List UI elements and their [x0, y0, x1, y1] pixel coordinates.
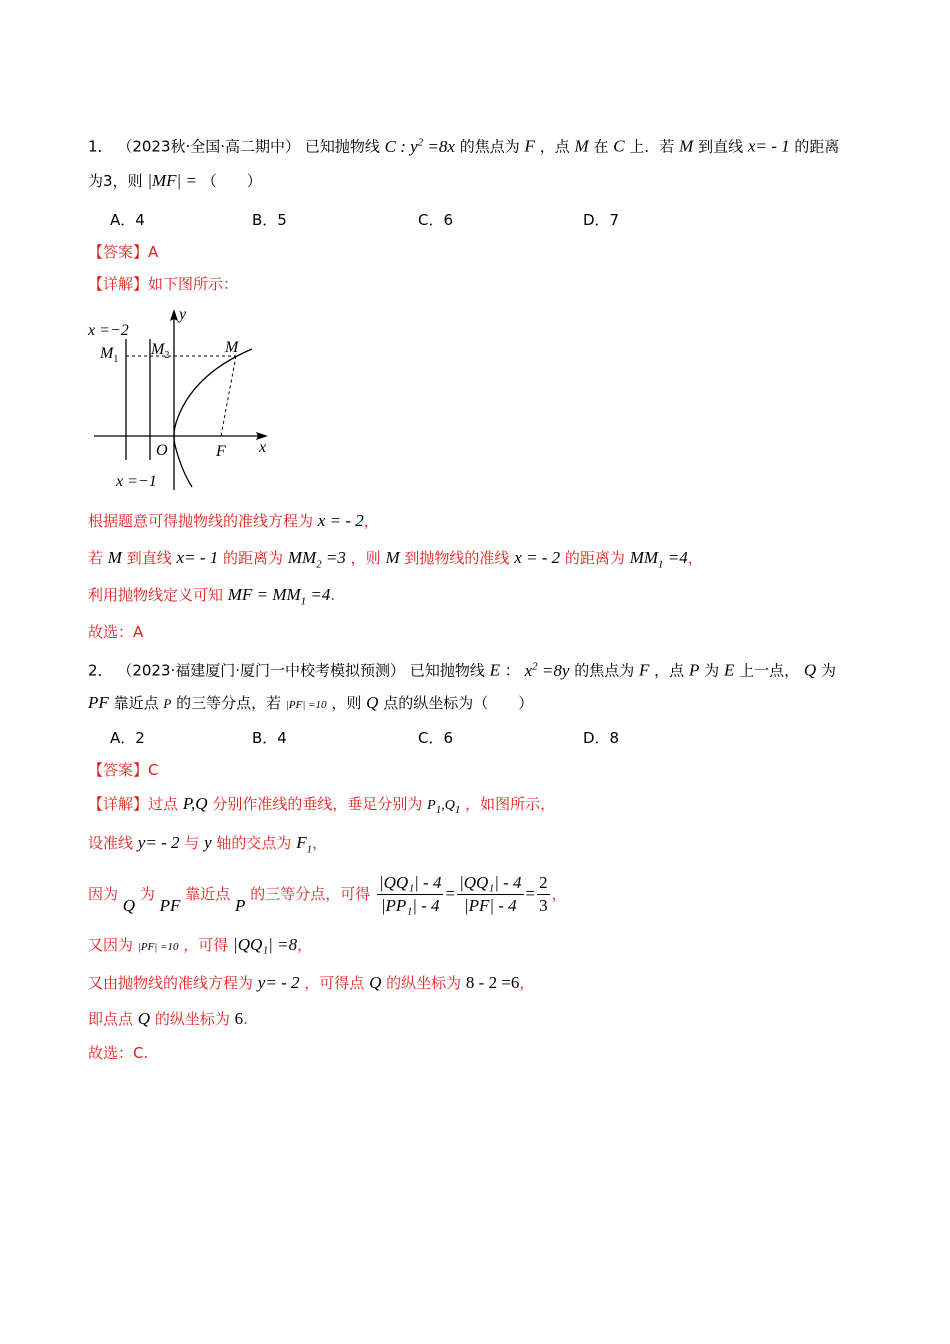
q1-stem-line2: [88, 170, 262, 192]
q1-solution-line2: [88, 547, 703, 575]
sol-text: 靠近点: [185, 885, 231, 903]
label-M: M: [225, 339, 239, 356]
sol-math: Q: [137, 1009, 151, 1028]
sol-math: M: [385, 548, 400, 567]
q2-option-a: A．2: [110, 729, 145, 747]
sol-math: Q: [122, 896, 136, 915]
sol-text: 与: [184, 834, 200, 852]
label-O: O: [156, 442, 168, 459]
q2-text: 已知抛物线: [409, 661, 485, 680]
q1-answer: [88, 241, 158, 263]
q1-option-a: A．4: [110, 211, 145, 229]
detail-intro: 如下图所示：: [148, 275, 239, 293]
sol-math: y: [204, 833, 212, 852]
dashed-MF: [221, 356, 236, 436]
q2-text: 为: [820, 661, 836, 680]
label-y: y: [179, 306, 187, 323]
parabola-curve: [174, 349, 252, 487]
q1-text: 到直线: [698, 137, 744, 156]
q2-stem-line1: [88, 655, 836, 682]
label-x-neg2: x =−2: [88, 322, 129, 339]
q2-answer: [88, 759, 159, 781]
q2-math: |PF| =10: [285, 699, 327, 711]
fraction-3: $\frac{2}{3}$: [539, 873, 548, 915]
q1-option-c: C．6: [418, 211, 454, 229]
q2-math: P: [163, 696, 172, 711]
q1-text: 在: [593, 137, 609, 156]
sol-text: 因为: [88, 885, 119, 903]
detail-label: 【详解】: [88, 275, 149, 293]
q2-math: Q: [803, 660, 817, 680]
sol-text: ，如图所示，: [465, 795, 556, 813]
q2-math: E: [489, 660, 501, 680]
sol-text: 的三等分点，可得: [250, 885, 371, 903]
q1-detail-intro: [88, 273, 238, 295]
q2-text: ，则: [331, 694, 362, 712]
sol-text: ，: [312, 834, 328, 852]
q2-detail-line1: [88, 793, 555, 821]
sol-text: 到抛物线的准线: [404, 549, 510, 567]
answer-label: 【答案】: [88, 761, 149, 779]
q1-text: 的距离: [794, 137, 840, 156]
q2-source: （2023·福建厦门·厦门一中校考模拟预测）: [117, 661, 406, 680]
q2-option-d: D．8: [583, 729, 620, 747]
sol-text: 即点点: [88, 1010, 134, 1028]
q2-text: 为: [704, 661, 720, 680]
sol-text: ，可得: [183, 936, 229, 954]
q2-text: 靠近点: [113, 694, 159, 712]
q1-math: F: [524, 136, 535, 156]
sol-text: 设准线: [88, 834, 134, 852]
sol-text: ，: [363, 512, 379, 530]
q2-math: P: [688, 660, 700, 680]
sol-text: 利用抛物线定义可知: [88, 586, 224, 604]
sol-math: M: [107, 548, 122, 567]
sol-math: $MM_2 =3$: [287, 548, 346, 571]
q2-text: ：: [504, 661, 520, 680]
q1-math: M: [679, 136, 694, 156]
q2-math: E: [723, 660, 735, 680]
q1-paren: （ ）: [201, 172, 262, 190]
sol-text: 的纵坐标为: [154, 1010, 230, 1028]
q1-option-b: B．5: [252, 211, 287, 229]
label-F: F: [216, 443, 226, 460]
sol-math: P: [235, 896, 246, 915]
q2-detail-line2: [88, 832, 327, 860]
sol-math: $F_1$: [296, 833, 313, 856]
q2-math: F: [639, 660, 650, 680]
q1-math: C: [613, 136, 625, 156]
sol-math: MF = $MM_1 =4$: [227, 585, 331, 608]
q2-detail-line4: [88, 934, 312, 958]
sol-text: 过点: [148, 795, 179, 813]
sol-math: $P_1,Q_1$: [427, 798, 461, 816]
q2-equation: $x^2 =8y$: [524, 660, 570, 680]
q2-option-b: B．4: [252, 729, 287, 747]
sol-math: y= - 2: [257, 973, 300, 992]
sol-text: ，可得点: [304, 974, 365, 992]
sol-math: x= - 1: [176, 548, 219, 567]
sol-text: ，: [551, 885, 567, 903]
label-M1: $M_1$: [100, 345, 119, 365]
sol-text: 若: [88, 549, 104, 567]
q1-option-d: D．7: [583, 211, 620, 229]
sol-text: 又由抛物线的准线方程为: [88, 974, 254, 992]
answer-label: 【答案】: [88, 243, 149, 261]
q1-solution-line3: [88, 584, 335, 612]
q1-solution-line1: [88, 510, 379, 532]
sol-math: Q: [369, 973, 382, 992]
sol-math: $MM_1 =4$: [629, 548, 688, 571]
q2-detail-line6: [88, 1008, 248, 1030]
q1-math: |MF| =: [147, 171, 197, 190]
sol-text: 的距离为: [564, 549, 625, 567]
sol-math: 8 - 2 =6: [465, 973, 520, 992]
sol-text: 分别作准线的垂线，垂足分别为: [212, 795, 423, 813]
sol-text: .: [243, 1010, 248, 1028]
fraction-1: $\frac{\text{|QQ₁| - 4}}{\text{|PP₁| - 4}}$: [378, 873, 442, 915]
label-x-neg1: x =−1: [116, 473, 157, 490]
sol-text: 到直线: [126, 549, 172, 567]
sol-text: 的纵坐标为: [386, 974, 462, 992]
q2-detail-line3: 因为 Q 为 PF 靠近点 P 的三等分点，可得 $\frac{\text{|QQ₁| - 4}}{\text{|PP₁| - 4}}$ = $\frac{\text{|QQ₁| - 4}}{|PF| - 4}$ = $\frac{2}{3}$ ，: [88, 873, 567, 915]
answer-value: C: [148, 761, 159, 779]
sol-text: ，: [519, 974, 535, 992]
sol-text: 为: [139, 885, 155, 903]
q2-math: PF: [88, 693, 109, 712]
q1-source: （2023秋·全国·高二期中）: [117, 137, 301, 156]
q1-text: 的焦点为: [459, 137, 520, 156]
sol-text: .: [330, 586, 336, 604]
q2-text: ，点: [654, 661, 685, 680]
sol-text: 根据题意可得抛物线的准线方程为: [88, 512, 314, 530]
q2-detail-line5: [88, 972, 534, 994]
q1-math: x= - 1: [747, 136, 790, 156]
q2-math: Q: [366, 693, 379, 712]
q1-text: ，点: [539, 137, 570, 156]
sol-math: PF: [159, 896, 181, 915]
label-x: x: [259, 439, 267, 456]
sol-text: 又因为: [88, 936, 134, 954]
q1-parabola-figure: [86, 305, 276, 495]
q1-stem-line1: [88, 131, 839, 158]
q2-text: 的焦点为: [574, 661, 635, 680]
q2-stem-line2: [88, 692, 533, 716]
sol-math: 6: [234, 1009, 244, 1028]
sol-text: 的距离为: [223, 549, 284, 567]
sol-math: |PF| =10: [137, 941, 179, 953]
label-M2: $M_2$: [151, 341, 170, 361]
q1-math: M: [574, 136, 589, 156]
q1-text: 已知抛物线: [304, 137, 380, 156]
detail-label: 【详解】: [88, 795, 149, 813]
sol-text: ，: [687, 549, 703, 567]
q2-text: 上一点，: [739, 661, 800, 680]
q2-text: 的三等分点，若: [176, 694, 282, 712]
sol-text: ，: [297, 936, 313, 954]
q2-number: 2．: [88, 661, 113, 680]
fraction-2: $\frac{\text{|QQ₁| - 4}}{|PF| - 4}$: [459, 873, 522, 915]
q1-text: 为3，则: [88, 172, 143, 190]
sol-math: x = - 2: [317, 511, 364, 530]
q2-conclusion: 故选：C.: [88, 1044, 149, 1062]
sol-math: y= - 2: [137, 833, 180, 852]
sol-text: ，则: [350, 549, 381, 567]
q1-conclusion: 故选：A: [88, 623, 144, 641]
q1-text: 上．若: [629, 137, 675, 156]
sol-math: x = - 2: [514, 548, 561, 567]
q2-option-c: C．6: [418, 729, 454, 747]
sol-math: |QQ₁| =8: [233, 935, 298, 954]
sol-math: P,Q: [182, 794, 208, 813]
q2-text: 点的纵坐标为（ ）: [383, 694, 534, 712]
answer-value: A: [148, 243, 159, 261]
sol-text: 轴的交点为: [216, 834, 292, 852]
q1-number: 1．: [88, 137, 113, 156]
q1-equation: C : $y^2 =8x$: [384, 136, 455, 156]
